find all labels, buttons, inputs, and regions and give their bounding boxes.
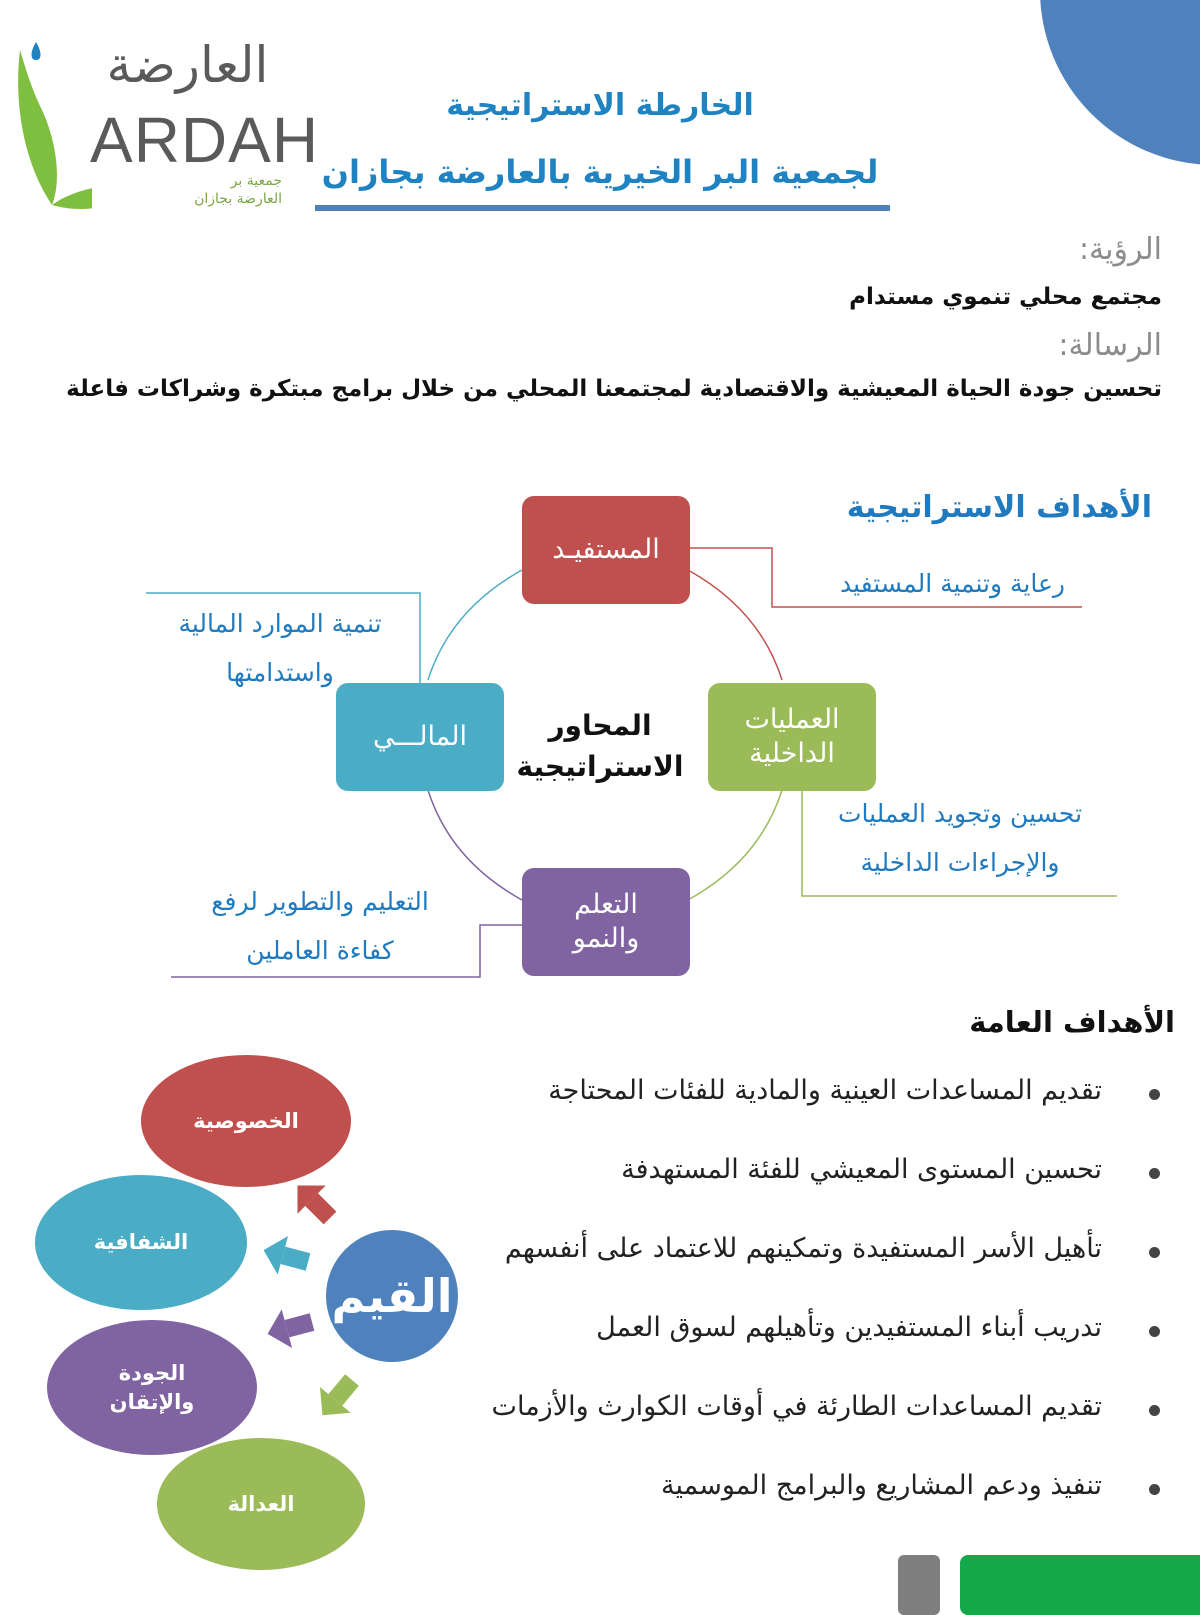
- arrow-to-transparency-icon: [258, 1231, 313, 1282]
- value-justice-label: العدالة: [227, 1491, 295, 1516]
- page-title-line2: لجمعية البر الخيرية بالعارضة بجازان: [321, 153, 879, 191]
- arrow-to-privacy-icon: [283, 1171, 344, 1232]
- vision-text: مجتمع محلي تنموي مستدام: [849, 284, 1162, 310]
- logo-subtitle-line1: جمعية بر: [230, 173, 282, 189]
- footer-grey-block: [898, 1555, 940, 1615]
- general-goal-text: تقديم المساعدات الطارئة في أوقات الكوارث والأزمات: [491, 1391, 1102, 1422]
- axis-learning-label-line1: التعلم: [574, 889, 638, 921]
- goal-financial-line1: تنمية الموارد المالية: [178, 609, 382, 638]
- goal-learning-line1: التعليم والتطوير لرفع: [211, 887, 429, 916]
- general-goal-text: تقديم المساعدات العينية والمادية للفئات المحتاجة: [548, 1075, 1102, 1106]
- footer-green-block: [960, 1555, 1200, 1615]
- general-goal-text: تأهيل الأسر المستفيدة وتمكينهم للاعتماد على أنفسهم: [504, 1233, 1102, 1264]
- value-quality-label-line2: والإتقان: [109, 1389, 195, 1414]
- general-goal-text: تنفيذ ودعم المشاريع والبرامج الموسمية: [660, 1470, 1102, 1501]
- goal-financial-line2: واستدامتها: [226, 657, 334, 687]
- goal-beneficiary-text: رعاية وتنمية المستفيد: [839, 569, 1065, 598]
- value-privacy-label: الخصوصية: [193, 1108, 299, 1133]
- strategic-goals-heading: الأهداف الاستراتيجية: [846, 490, 1152, 525]
- values-center: القيم: [326, 1230, 458, 1362]
- logo-arabic-name: العارضة: [106, 36, 269, 94]
- axis-beneficiary-label: المستفيـد: [552, 534, 660, 566]
- axis-operations-label-line1: العمليات: [744, 704, 840, 736]
- center-label-line1: المحاور: [548, 709, 652, 742]
- value-transparency-label: الشفافية: [93, 1230, 189, 1255]
- mission-label: الرسالة:: [1058, 328, 1162, 363]
- general-goal-text: تحسين المستوى المعيشي للفئة المستهدفة: [621, 1154, 1102, 1185]
- general-goals-heading: الأهداف العامة: [969, 1005, 1175, 1039]
- goal-operations-line1: تحسين وتجويد العمليات: [837, 799, 1083, 828]
- arrow-to-justice-icon: [307, 1367, 367, 1428]
- goal-learning-line2: كفاءة العاملين: [246, 935, 394, 965]
- axis-learning-label-line2: والنمو: [572, 923, 640, 954]
- center-label-line2: الاستراتيجية: [516, 749, 684, 783]
- axis-financial-label: المالـــي: [372, 721, 468, 753]
- general-goal-text: تدريب أبناء المستفيدين وتأهيلهم لسوق العمل: [596, 1312, 1102, 1343]
- goal-operations-line2: والإجراءات الداخلية: [860, 847, 1060, 877]
- logo-subtitle-line2: العارضة بجازان: [194, 191, 282, 207]
- mission-text: تحسين جودة الحياة المعيشية والاقتصادية لمجتمعنا المحلي من خلال برامج مبتكرة وشراكات فاعلة: [66, 376, 1162, 402]
- logo-english-name: ARDAH: [90, 104, 320, 176]
- value-quality-label-line1: الجودة: [118, 1361, 186, 1386]
- axis-operations-label-line2: الداخلية: [749, 738, 835, 769]
- page-title-line1: الخارطة الاستراتيجية: [446, 88, 754, 123]
- vision-label: الرؤية:: [1078, 232, 1162, 267]
- arrow-to-quality-icon: [262, 1303, 317, 1354]
